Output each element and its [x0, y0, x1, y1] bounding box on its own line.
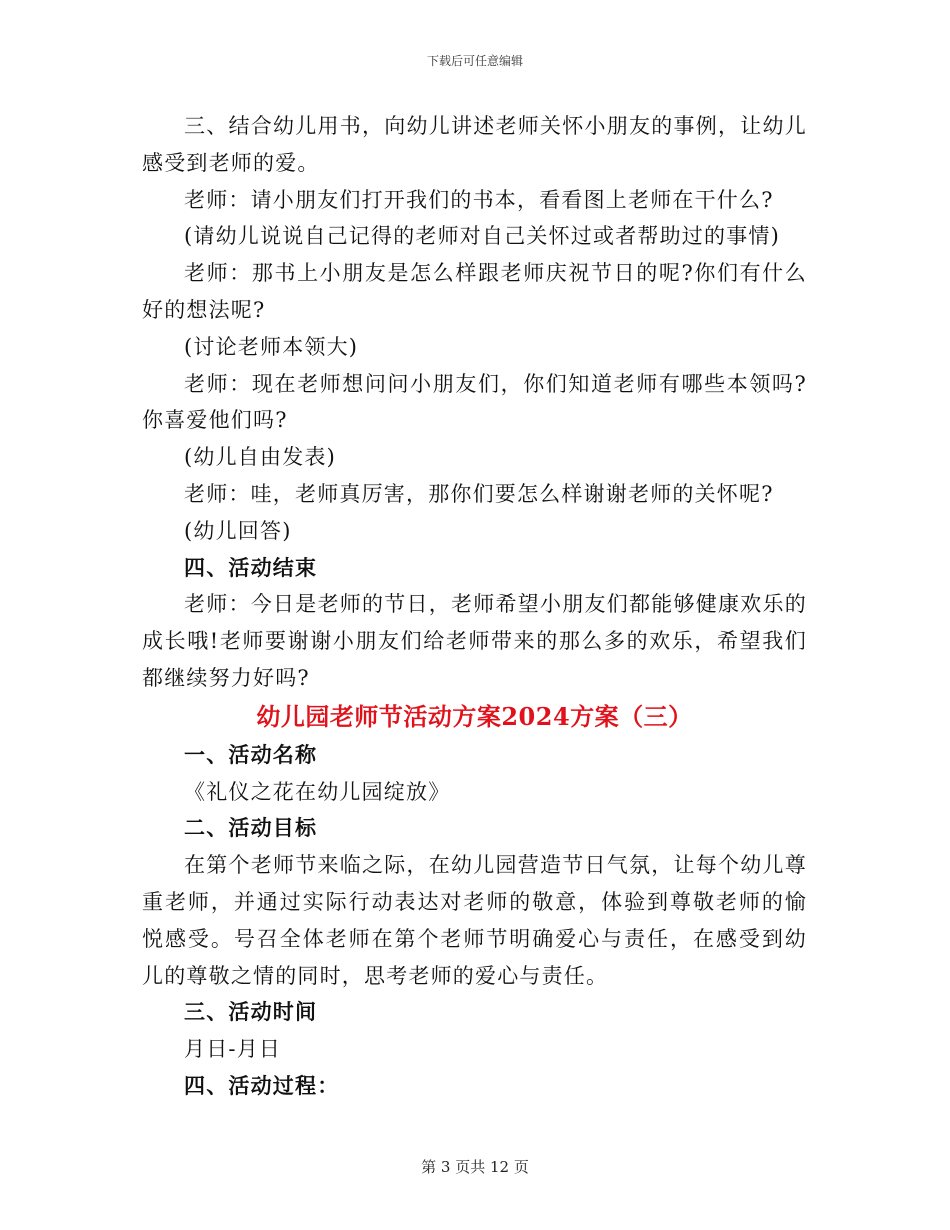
section-heading: 二、活动目标	[184, 815, 318, 841]
section-heading: 一、活动名称	[184, 741, 318, 767]
section-heading: 四、活动结束	[184, 554, 318, 580]
activity-goal: 在第个老师节来临之际，在幼儿园营造节日气氛，让每个幼儿尊重老师，并通过实际行动表达对老师的敬意，体验到尊敬老师的愉悦感受。号召全体老师在第个老师节明确爱心与责任，在感受到幼儿的尊敬之情的同时，思考老师的爱心与责任。	[142, 853, 807, 988]
activity-time: 月日-月日	[184, 1037, 282, 1062]
paragraph: (讨论老师本领大)	[184, 334, 359, 359]
page-number: 第 3 页共 12 页	[421, 1158, 529, 1176]
paragraph: 老师：请小朋友们打开我们的书本，看看图上老师在干什么?	[184, 187, 774, 212]
activity-name: 《礼仪之花在幼儿园绽放》	[184, 779, 451, 804]
section-heading: 四、活动过程：	[184, 1072, 340, 1098]
paragraph: 老师：现在老师想问问小朋友们，你们知道老师有哪些本领吗?你喜爱他们吗?	[142, 371, 807, 433]
header-note: 下载后可任意编辑	[426, 54, 523, 68]
paragraph: 老师：今日是老师的节日，老师希望小朋友们都能够健康欢乐的成长哦!老师要谢谢小朋友们给老师带来的那么多的欢乐，希望我们都继续努力好吗?	[142, 592, 807, 690]
section3-lead: 三、结合幼儿用书，向幼儿讲述老师关怀小朋友的事例，让幼儿感受到老师的爱。	[142, 114, 807, 175]
paragraph: 老师：那书上小朋友是怎么样跟老师庆祝节日的呢?你们有什么好的想法呢?	[142, 261, 807, 322]
paragraph: (幼儿自由发表)	[184, 445, 336, 470]
paragraph: 老师：哇，老师真厉害，那你们要怎么样谢谢老师的关怀呢?	[184, 481, 774, 506]
document-body	[142, 108, 807, 1105]
paragraph: (幼儿回答)	[184, 518, 292, 543]
paragraph: (请幼儿说说自己记得的老师对自己关怀过或者帮助过的事情)	[184, 224, 780, 249]
section-heading: 三、活动时间	[184, 999, 318, 1025]
plan-title: 幼儿园老师节活动方案2024方案（三）	[256, 701, 693, 731]
